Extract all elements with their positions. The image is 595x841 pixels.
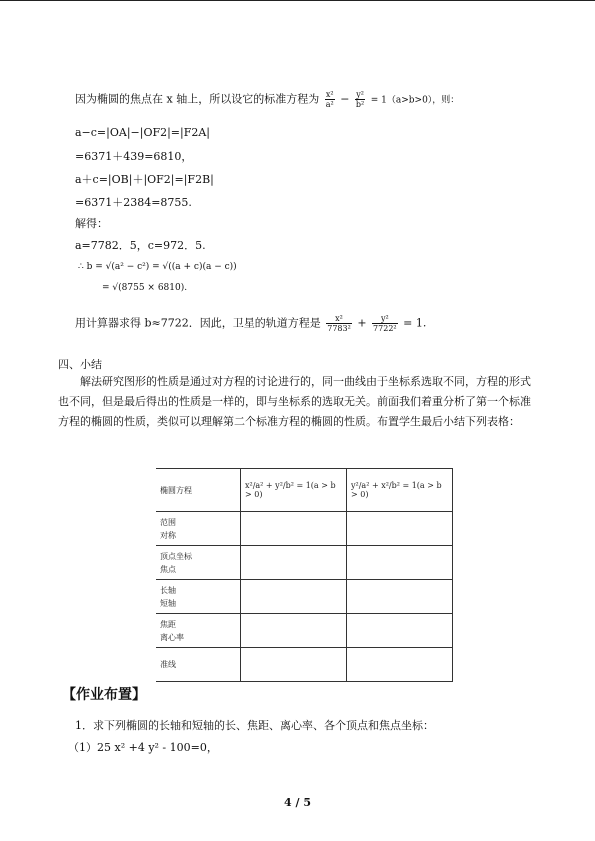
calc-line-6: a=7782．5，c=972．5. [75,239,206,252]
table-cell [347,648,453,682]
calc-line-5: 解得： [75,217,108,230]
table-cell [241,580,347,614]
orbit-frac-y: $\frac{\text{y²}}{\text{7722²}}$ [373,314,397,333]
summary-heading: 四、小结 [58,358,102,371]
conclusion-line [75,314,426,333]
row-label: 范围 [160,517,176,527]
top-rule [0,0,595,1]
table-row [156,614,453,648]
table-cell [241,648,347,682]
b-formula: ∴ b = √(a² − c²) = √((a + c)(a − c)) [78,262,237,272]
orbit-frac-x: $\frac{\text{x²}}{\text{7783²}}$ [327,314,351,333]
intro-text: 因为椭圆的焦点在 x 轴上，所以设它的标准方程为 [75,92,320,106]
row-label: 离心率 [160,632,184,642]
intro-minus: − [340,92,350,106]
intro-rhs: = 1（a>b>0），则： [370,95,460,106]
intro-frac-x: $\frac{\text{x²}}{\text{a²}}$ [325,90,334,109]
table-header-label: 椭圆方程 [156,469,241,512]
intro-frac-y: $\frac{\text{y²}}{\text{b²}}$ [355,90,365,109]
homework-task: 1．求下列椭圆的长轴和短轴的长、焦距、离心率、各个顶点和焦点坐标： [75,719,434,732]
conclusion-text: 用计算器求得 b≈7722．因此，卫星的轨道方程是 [75,316,321,330]
table-row [156,648,453,682]
calc-line-1: a−c=|OA|−|OF2|=|F2A| [75,126,211,139]
row-label: 顶点坐标 [160,551,192,561]
orbit-plus: + [357,316,367,330]
homework-title: 【作业布置】 [62,687,146,703]
table-header-col1: x²/a² + y²/b² = 1(a > b > 0) [241,469,347,512]
row-label: 短轴 [160,598,176,608]
row-label: 对称 [160,530,176,540]
table-cell [347,546,453,580]
page-number: 4 / 5 [284,796,311,809]
table-cell [347,580,453,614]
table-cell [241,614,347,648]
b-value: = √(8755 × 6810). [102,283,188,293]
table-row [156,580,453,614]
row-label: 准线 [160,660,176,669]
table-cell [347,614,453,648]
summary-table [156,468,453,682]
calc-line-4: =6371＋2384=8755. [75,196,192,209]
table-cell [241,512,347,546]
orbit-rhs: = 1. [403,316,427,330]
intro-line [75,90,459,109]
table-cell [347,512,453,546]
row-label: 长轴 [160,585,176,595]
calc-line-3: a＋c=|OB|＋|OF2|=|F2B| [75,173,214,186]
table-cell [241,546,347,580]
row-label: 焦点 [160,564,176,574]
table-row [156,512,453,546]
row-label: 焦距 [160,619,176,629]
table-header-col2: y²/a² + x²/b² = 1(a > b > 0) [347,469,453,512]
table-row [156,546,453,580]
homework-item: （1）25 x² +4 y² - 100=0， [68,741,218,754]
calc-line-2: =6371＋439=6810， [75,150,193,163]
table-header-row [156,469,453,512]
summary-paragraph: 解法研究图形的性质是通过对方程的讨论进行的，同一曲线由于坐标系选取不同，方程的形式也不同，但是最后得出的性质是一样的，即与坐标系的选取无关。前面我们着重分析了第一个标准方程的椭圆的性质，类似可以理解第二个标准方程的椭圆的性质。布置学生最后小结下列表格： [58,375,531,428]
